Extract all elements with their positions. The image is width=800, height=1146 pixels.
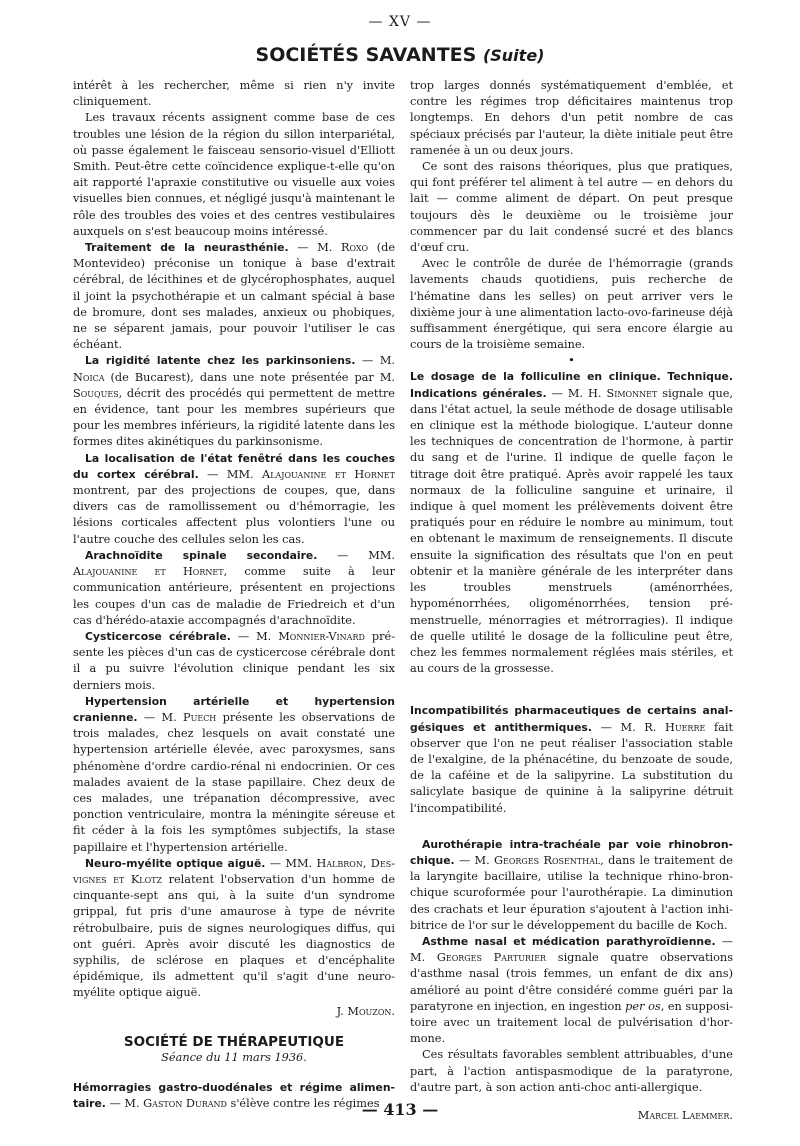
article-rigidite: La rigidité latente chez les parkinsoniens. — M. Noica (de Bucarest), dans une note présentée par M. Souques, décrit des procédés qui permettent de mettre en évidence, tant pour les membres supérieurs que pour les membres inférieurs, la rigidité latente dans les formes dites akinétiques du parkinsonisme. — [73, 354, 395, 449]
author: M. Georges Rosenthal — [474, 853, 601, 867]
article-aurotherapie: Aurothérapie intra-trachéale par voie rhinobronchique. — M. Georges Rosenthal, dans le traitement de la laryngite bacillaire, utilise la technique rhino-bronchique scuroformée pour l'aurothérapie. La diminution des crachats et leur épuration s'ajoutent à l'action inhibitrice de l'or sur le développement du bacille de Koch. — [410, 837, 733, 932]
article-title: Incompatibilités pharmaceutiques de certains analgésiques et antithermiques. — [410, 704, 733, 734]
article-title: Hémorragies gastro-duodénales et régime alimentaire. — [73, 1081, 395, 1111]
signature: Marcel Laemmer. — [637, 1108, 733, 1122]
article-cysticercose: Cysticercose cérébrale. — M. Monnier-Vinard présente les pièces d'un cas de cysticercose cérébrale dont il a pu suivre l'évolution clinique pendant les six derniers mois. — [73, 629, 396, 692]
paragraph: trop larges donnés systématiquement d'emblée, et contre les régimes trop déficitaires maintenus trop longtemps. En dehors d'un petit nombre de cas spéciaux précisés par l'auteur, la diète initiale peut être ramenée à un ou deux jours. — [410, 79, 733, 157]
article-hypertension: Hypertension artérielle et hypertension cranienne. — M. Puech présente les observations de trois malades, chez lesquels on avait constaté une hypertension artérielle élevée, avec paroxysmes, sans phénomène d'ordre cardio-rénal ni endocrinien. Or ces malades avaient de la stase papillaire. Chez deux de ces malades, une trépanation décompressive, avec ponction ventriculaire, montra la méningite séreuse et fit céder à la fois les symptômes subjectifs, la stase papillaire et l'hypertension artérielle. — [73, 694, 396, 854]
author: M. Georges Parturier — [410, 951, 547, 965]
author: M. Roxo — [317, 241, 369, 255]
author: M. Souques — [73, 370, 395, 400]
paragraph: Ce sont des raisons théoriques, plus que pratiques, qui font préférer tel aliment à tel autre — en dehors du lait — comme aliment de départ. On peut presque toujours dès le deuxième ou le troisième jour commencer par du lait condensé sucré et des blancs d'œuf cru. — [410, 160, 733, 255]
author: M. H. Simonnet — [567, 386, 658, 400]
article-title: La localisation de l'état fenêtré dans les couches du cortex cérébral. — [73, 451, 395, 481]
article-hemorragies: Hémorragies gastro-duodénales et régime alimentaire. — M. Gaston Durand s'élève contre les régimes — [73, 1081, 395, 1111]
author: M. Noica — [73, 354, 395, 384]
article-title: Traitement de la neurasthénie. — [85, 241, 289, 255]
paragraph: Ces résultats favorables semblent attribuables, d'une part, à l'action antispasmodique de la paratyrone, d'autre part, à son action anti-choc anti-allergique. — [410, 1048, 733, 1094]
article-fenetre: La localisation de l'état fenêtré dans les couches du cortex cérébral. — MM. Alajouanine et Hornet montrent, par des projections de coupes, que, dans divers cas de ramollissement ou d'hémorragie, les lésions corticales affectent plus volontiers l'une ou l'autre couche des cellules selon les cas. — [73, 451, 395, 546]
right-column — [410, 78, 733, 1124]
article-neuromyelite: Neuro-myélite optique aiguë. — MM. Halbron, Desvignes et Klotz relatent l'observation d'un homme de cinquante-sept ans qui, à la suite d'un syndrome grippal, fut pris d'une amaurose à type de névrite rétrobulbaire, puis de signes neurologiques diffus, qui ont guéri. Après avoir discuté les diagnostics de syphilis, de sclérose en plaques et d'encéphalite épidémique, ils admettent qu'il s'agit d'une neuro-myélite optique aiguë. — [73, 856, 396, 1000]
section-header — [0, 44, 800, 66]
author: MM. Halbron, Desvignes et Klotz — [73, 856, 396, 886]
separator-dot: • — [568, 354, 575, 368]
article-title: Le dosage de la folliculine en clinique. Technique. Indications générales. — [410, 370, 733, 400]
section-title: SOCIÉTÉS SAVANTES — [255, 44, 477, 66]
article-arachnoidite: Arachnoïdite spinale secondaire. — MM. Alajouanine et Hornet, comme suite à leur communication antérieure, présentent en projections les coupes d'un cas de maladie de Friedreich et d'un cas d'hérédo-ataxie accompagnés d'arachnoïdite. — [73, 548, 396, 627]
paragraph: intérêt à les rechercher, même si rien n'y invite cliniquement. — [73, 79, 395, 109]
article-incompatibilites: Incompatibilités pharmaceutiques de certains analgésiques et antithermiques. — M. R. Huerre fait observer que l'on ne peut réaliser l'association stable de l'exalgine, de la phénacétine, du benzoate de soude, de la caféine et de la salipyrine. La substitution du salicylate basique de quinine à la salipyrine détruit l'incompatibilité. — [410, 704, 734, 815]
author: MM. Alajouanine et Hornet — [226, 467, 395, 481]
author: M. Monnier-Vinard — [256, 629, 365, 643]
society-heading: SOCIÉTÉ DE THÉRAPEUTIQUE — [123, 1033, 345, 1050]
signature: J. Mouzon. — [336, 1004, 395, 1018]
roman-page-number: — XV — — [368, 14, 432, 30]
author: M. Gaston Durand — [124, 1097, 227, 1111]
session-date: Séance du 11 mars 1936. — [161, 1050, 307, 1064]
article-title: La rigidité latente chez les parkinsoniens. — [85, 354, 356, 368]
article-title: Aurothérapie intra-trachéale par voie rhinobronchique. — [410, 837, 733, 867]
article-title: Asthme nasal et médication parathyroïdienne. — [422, 934, 716, 948]
page-number: — 413 — — [361, 1100, 439, 1119]
author: M. R. Huerre — [620, 720, 706, 734]
article-folliculine: Le dosage de la folliculine en clinique. Technique. Indications générales. — M. H. Simonnet signale que, dans l'état actuel, la seule méthode de dosage utilisable en clinique est la méthode biologique. L'auteur donne les techniques de concentration de l'hormone, à partir du sang et de l'urine. Il indique de quelle façon le titrage doit être pratiqué. Après avoir rappelé les taux normaux de la folliculine sanguine et urinaire, il indique à quel moment les prélèvements doivent être pratiqués pour en réduire le nombre au minimum, tout en obtenant le maximum de renseignements. Il discute ensuite la signification des résultats que l'on en peut obtenir et la manière générale de les interpréter dans les troubles menstruels (aménorrhées, hypoménorrhées, oligoménorrhées, tension pré-menstruelle, ménorragies et métrorragies). Il indique de quelle utilité le dosage de la folliculine peut être, chez les femmes normalement réglées mais stériles, et au cours de la grossesse. — [410, 370, 734, 676]
left-column — [73, 78, 395, 1113]
article-title: Hypertension artérielle et hypertension cranienne. — [73, 694, 395, 724]
paragraph: Avec le contrôle de durée de l'hémorragie (grands lavements chauds quotidiens, puis recherche de l'hématine dans les selles) on peut arriver vers le dixième jour à une alimentation lacto-ovo-farineuse déjà suffisamment énergétique, qui sera encore élargie au cours de la troisième semaine. — [410, 257, 733, 352]
author: M. Puech — [161, 710, 217, 724]
article-title: Neuro-myélite optique aiguë. — [85, 856, 266, 870]
article-title: Cysticercose cérébrale. — [85, 629, 231, 643]
article-neurasthenie: Traitement de la neurasthénie. — M. Roxo (de Montevideo) préconise un tonique à base d'extrait cérébral, de lécithines et de glycérophosphates, auquel il joint la psychothérapie et un calmant spécial à base de bromure, dont ses malades, anxieux ou phobiques, ne se séparent jamais, pour pouvoir l'utiliser le cas échéant. — [73, 241, 396, 352]
article-title: Arachnoïdite spinale secondaire. — [85, 548, 318, 562]
section-suite: (Suite) — [482, 46, 545, 65]
paragraph: Les travaux récents assignent comme base de ces troubles une lésion de la région du sillon interpariétal, où passe également le faisceau sensorio-visuel d'Elliott Smith. Peut-être cette coïncidence explique-t-elle qu'on ait rapporté l'apraxie constitutive ou visuelle aux voies visuelles bien connues, et négligé jusqu'à maintenant le rôle des troubles des voies et des centres vestibulaires auxquels on s'est beaucoup moins intéressé. — [73, 111, 395, 238]
article-asthme: Asthme nasal et médication parathyroïdienne. — M. Georges Parturier signale quatre observations d'asthme nasal (trois femmes, un enfant de dix ans) amélioré au point d'être considéré comme guéri par la paratyrone en injection, en ingestion per os, en suppositoire avec un traitement local de pulvérisation d'hormone. — [410, 934, 734, 1046]
author: MM. Alajouanine et Hornet — [73, 548, 396, 579]
